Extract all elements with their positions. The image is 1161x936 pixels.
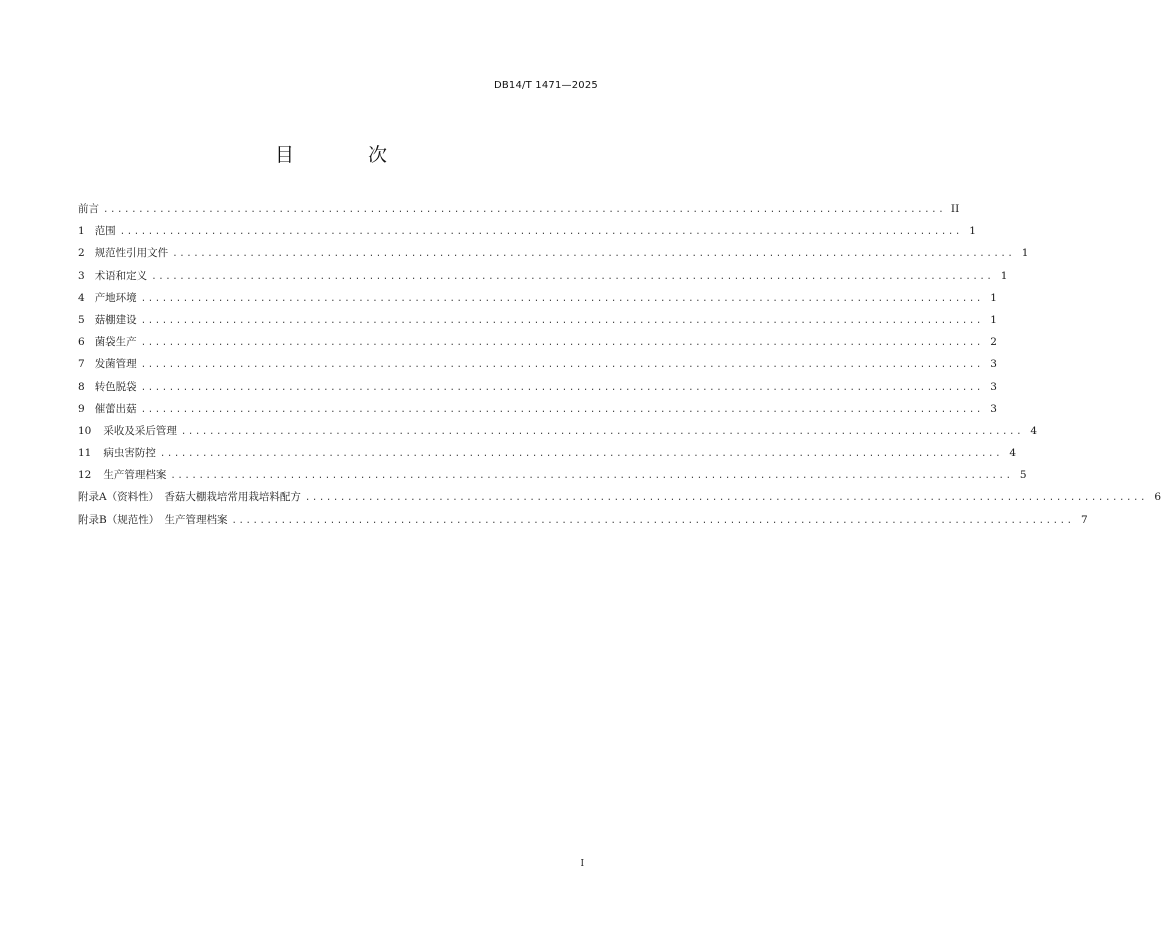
toc-entry-number: 2: [78, 247, 85, 260]
dot-leader: ........................................................................................................................: [103, 205, 946, 215]
toc-entry-label: 采收及采后管理: [103, 424, 177, 437]
toc-entry-color-change[interactable]: [78, 379, 997, 401]
toc-entry-page: 7: [1081, 513, 1088, 526]
toc-entry-number: 12: [78, 469, 92, 482]
toc-entry-label: 发菌管理: [94, 358, 137, 371]
toc-entry-label: 催蕾出菇: [94, 402, 137, 415]
dot-leader: ........................................................................................................................: [151, 271, 994, 282]
dot-leader: ........................................................................................................................: [140, 404, 983, 415]
dot-leader: ........................................................................................................................: [140, 382, 983, 393]
toc-entry-number: 3: [78, 269, 85, 282]
toc-entry-page: 1: [1000, 269, 1008, 282]
toc-entry-shed-construction[interactable]: [78, 312, 997, 334]
toc-entry-number: 7: [78, 358, 85, 371]
toc-entry-spawn-running[interactable]: [78, 356, 997, 378]
toc-entry-page: 1: [990, 291, 997, 304]
toc-entry-page: 1: [969, 225, 976, 238]
toc-entry-page: 3: [990, 380, 997, 393]
toc-entry-page: 2: [990, 336, 997, 349]
dot-leader: ........................................................................................................................: [140, 360, 983, 371]
toc-entry-page: 4: [1009, 447, 1017, 460]
dot-leader: ........................................................................................................................: [140, 338, 983, 349]
toc-entry-annex-a[interactable]: [78, 489, 1161, 511]
dot-leader: ........................................................................................................................: [140, 293, 983, 304]
toc-entry-label: 菇棚建设: [94, 313, 137, 326]
toc-entry-page: 6: [1154, 491, 1161, 504]
dot-leader: ........................................................................................................................: [231, 515, 1074, 526]
dot-leader: ........................................................................................................................: [304, 493, 1148, 504]
dot-leader: ........................................................................................................................: [172, 249, 1015, 260]
toc-entry-foreword[interactable]: [78, 201, 960, 223]
toc-entry-label: 附录A（资料性） 香菇大棚栽培常用栽培料配方: [78, 491, 301, 504]
dot-leader: ........................................................................................................................: [159, 449, 1003, 460]
table-of-contents: [78, 201, 1161, 534]
toc-entry-fruiting[interactable]: [78, 401, 997, 423]
toc-entry-harvest[interactable]: [78, 423, 1038, 445]
toc-entry-label: 转色脱袋: [94, 380, 137, 393]
toc-entry-label: 附录B（规范性） 生产管理档案: [78, 513, 228, 526]
toc-entry-normative-references[interactable]: [78, 245, 1029, 267]
toc-entry-pest-control[interactable]: [78, 445, 1017, 467]
toc-entry-label: 产地环境: [94, 291, 137, 304]
dot-leader: ........................................................................................................................: [140, 315, 983, 326]
document-code: DB14/T 1471—2025: [493, 80, 598, 91]
toc-entry-number: 11: [78, 447, 92, 460]
toc-entry-bag-production[interactable]: [78, 334, 997, 356]
toc-entry-number: 10: [78, 424, 92, 437]
toc-entry-page: 1: [1021, 247, 1029, 260]
toc-entry-page: 3: [990, 402, 997, 415]
toc-entry-production-environment[interactable]: [78, 290, 997, 312]
toc-entry-number: 5: [78, 313, 85, 326]
toc-entry-label: 范围: [94, 225, 116, 238]
toc-entry-label: 生产管理档案: [103, 469, 167, 482]
toc-entry-label: 前言: [78, 203, 99, 215]
toc-entry-page: II: [950, 203, 960, 215]
dot-leader: ........................................................................................................................: [170, 471, 1013, 482]
toc-entry-number: 4: [78, 291, 85, 304]
toc-entry-number: 6: [78, 336, 85, 349]
toc-entry-page: 1: [990, 313, 997, 326]
toc-entry-page: 5: [1019, 469, 1027, 482]
toc-entry-number: 1: [78, 225, 85, 238]
toc-entry-number: 8: [78, 380, 85, 393]
toc-entry-number: 9: [78, 402, 85, 415]
dot-leader: ........................................................................................................................: [119, 227, 962, 238]
toc-entry-page: 3: [990, 358, 997, 371]
toc-entry-page: 4: [1030, 424, 1038, 437]
dot-leader: ........................................................................................................................: [180, 426, 1024, 437]
toc-entry-scope[interactable]: [78, 223, 976, 245]
toc-entry-label: 病虫害防控: [103, 447, 156, 460]
toc-entry-label: 术语和定义: [94, 269, 148, 282]
toc-entry-terms-definitions[interactable]: [78, 268, 1008, 290]
toc-entry-records[interactable]: [78, 467, 1027, 489]
page-number: I: [580, 859, 584, 869]
toc-entry-label: 规范性引用文件: [94, 247, 169, 260]
toc-entry-annex-b[interactable]: [78, 512, 1088, 534]
toc-entry-label: 菌袋生产: [94, 336, 137, 349]
toc-title: 目 次: [274, 144, 422, 166]
